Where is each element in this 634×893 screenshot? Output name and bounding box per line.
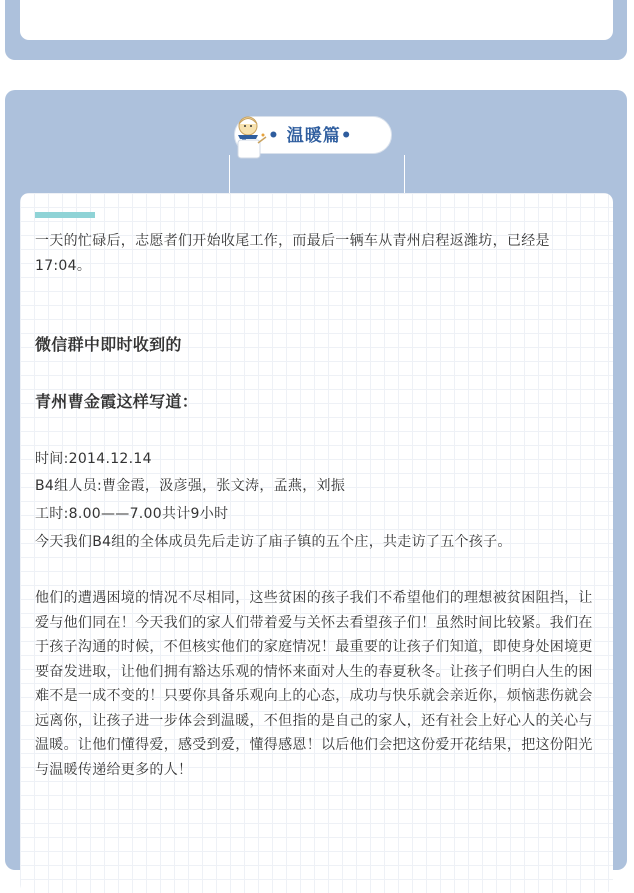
- top-content-card: [20, 0, 613, 40]
- hanging-string-right: [404, 155, 405, 193]
- snowman-icon: [232, 113, 268, 161]
- info-line-summary: 今天我们B4组的全体成员先后走访了庙子镇的五个庄，共走访了五个孩子。: [35, 534, 512, 550]
- section-title: • 温暖篇•: [268, 126, 353, 146]
- heading-wechat-group: 微信群中即时收到的: [35, 335, 182, 354]
- info-line-members: B4组人员:曹金霞，汲彦强，张文涛，孟燕，刘振: [35, 478, 346, 494]
- intro-paragraph: 一天的忙碌后，志愿者们开始收尾工作，而最后一辆车从青州启程返潍坊，已经是17:04。: [35, 233, 550, 274]
- info-line-hours: 工时:8.00——7.00共计9小时: [35, 506, 229, 522]
- hanging-string-left: [229, 155, 230, 193]
- heading-author: 青州曹金霞这样写道：: [35, 392, 199, 411]
- accent-bar: [35, 212, 95, 218]
- body-paragraph: 他们的遭遇困境的情况不尽相同，这些贫困的孩子我们不希望他们的理想被贫困阻挡，让爱与他们同在！今天我们的家人们带着爱与关怀去看望孩子们！虽然时间比较紧。我们在于孩子沟通的时候，不但核实他们的家庭情况！最重要的让孩子们知道，即使身处困境更要奋发进取，让他们拥有豁达乐观的情怀来面对人生的春夏秋冬。让孩子们明白人生的困难不是一成不变的！只要你具备乐观向上的心态，成功与快乐就会亲近你，烦恼悲伤就会远离你，让孩子进一步体会到温暖，不但指的是自己的家人，还有社会上好心人的关心与温暖。让他们懂得爱，感受到爱，懂得感恩！以后他们会把这份爱开花结果，把这份阳光与温暖传递给更多的人！: [35, 590, 593, 778]
- info-line-time: 时间:2014.12.14: [35, 451, 152, 467]
